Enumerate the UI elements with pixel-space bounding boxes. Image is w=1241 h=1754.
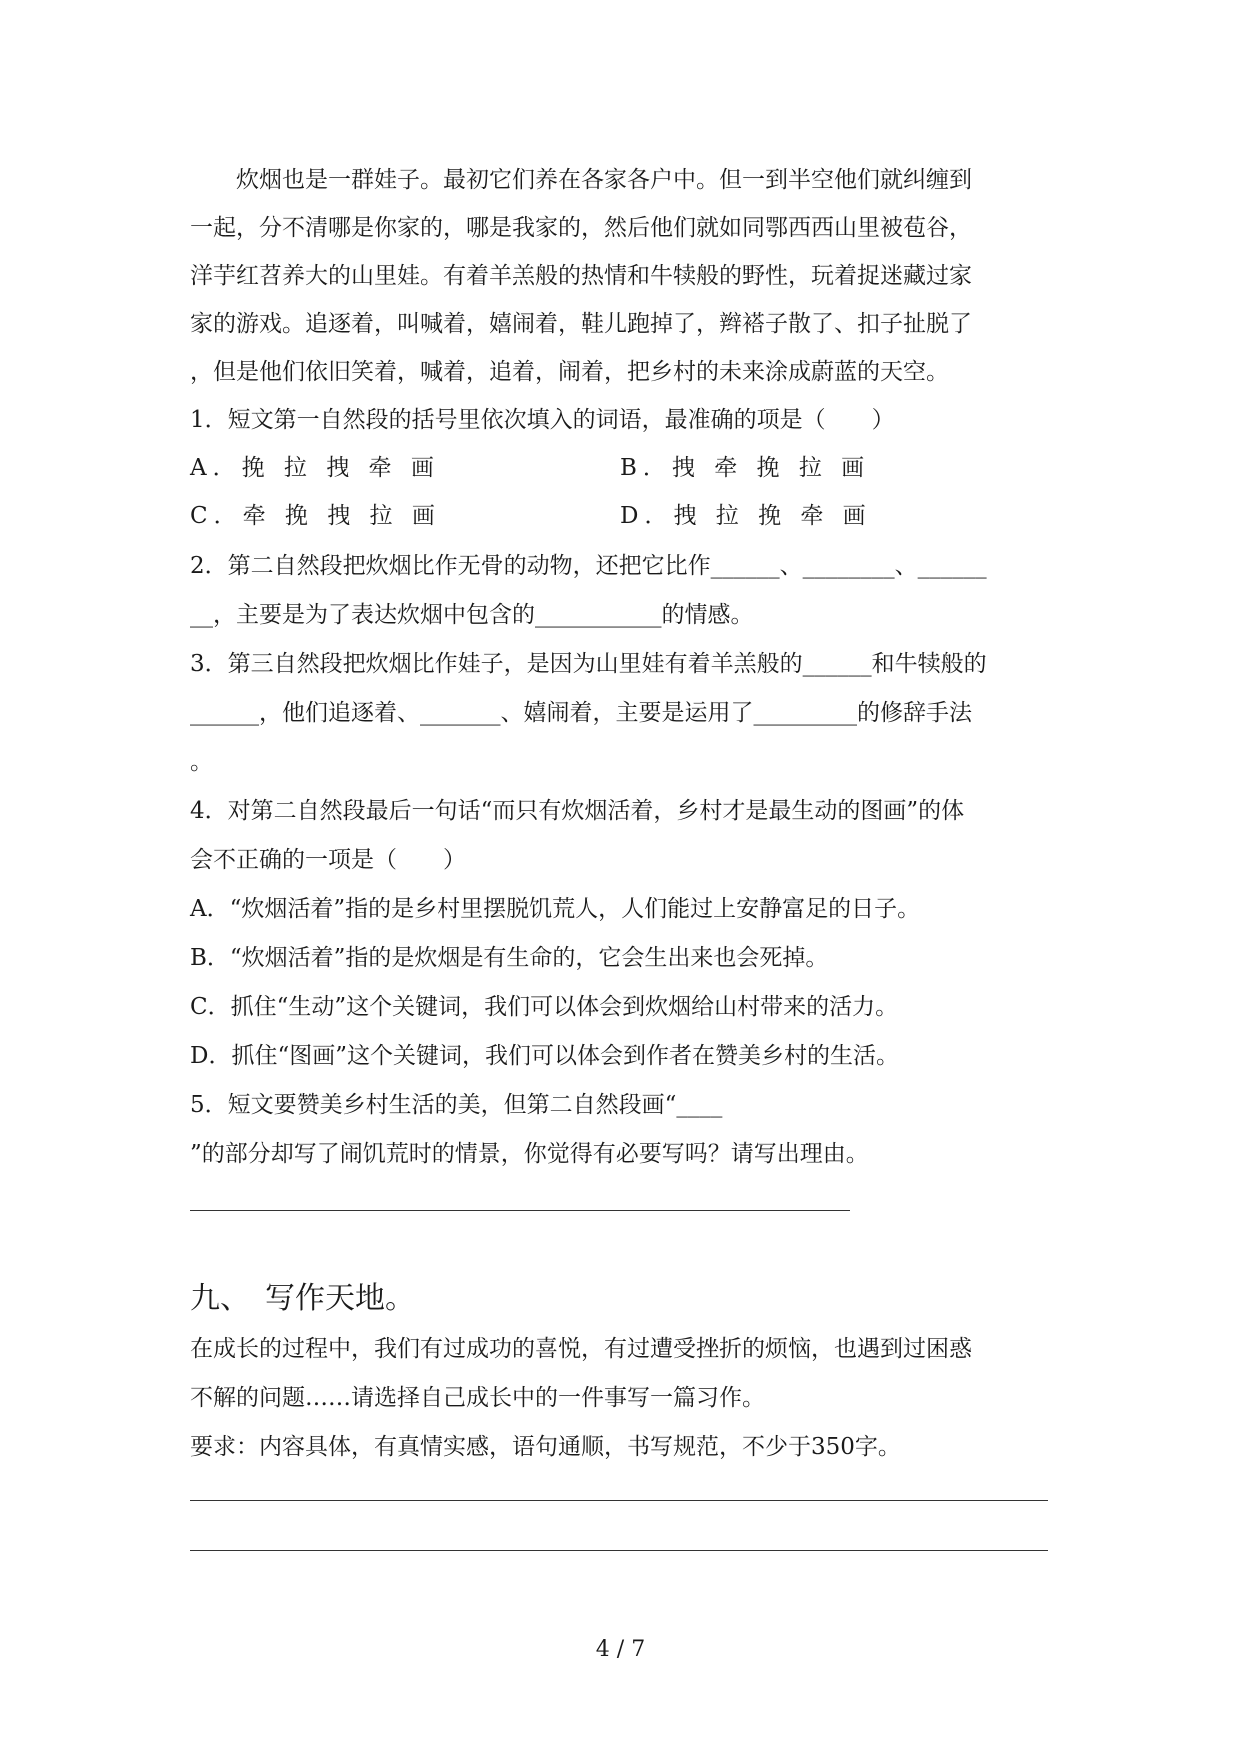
writing-answer-line-2[interactable] (190, 1550, 1048, 1551)
writing-prompt-line-2: 不解的问题……请选择自己成长中的一件事写一篇习作。 (190, 1385, 765, 1411)
writing-answer-line-1[interactable] (190, 1500, 1048, 1501)
question-5-line-2: ”的部分却写了闹饥荒时的情景，你觉得有必要写吗？请写出理由。 (190, 1141, 869, 1167)
question-4-option-b: B．“炊烟活着”指的是炊烟是有生命的，它会生出来也会死掉。 (190, 945, 829, 971)
writing-requirement: 要求：内容具体，有真情实感，语句通顺，书写规范，不少于350字。 (190, 1434, 901, 1460)
question-5-answer-line[interactable] (190, 1210, 850, 1211)
question-4-option-a: A．“炊烟活着”指的是乡村里摆脱饥荒人，人们能过上安静富足的日子。 (190, 896, 921, 922)
question-4-option-d: D．抓住“图画”这个关键词，我们可以体会到作者在赞美乡村的生活。 (190, 1043, 899, 1069)
question-3-line-1: 3．第三自然段把炊烟比作娃子，是因为山里娃有着羊羔般的______和牛犊般的 (190, 651, 987, 677)
passage-line-5: ，但是他们依旧笑着，喊着，追着，闹着，把乡村的未来涂成蔚蓝的天空。 (190, 359, 949, 385)
question-3-line-3: 。 (190, 749, 213, 775)
writing-section-heading: 九、 写作天地。 (190, 1281, 415, 1316)
passage-line-3: 洋芋红苕养大的山里娃。有着羊羔般的热情和牛犊般的野性，玩着捉迷藏过家 (190, 263, 972, 289)
question-2-line-2: __，主要是为了表达炊烟中包含的___________的情感。 (190, 602, 754, 628)
writing-prompt-line-1: 在成长的过程中，我们有过成功的喜悦，有过遭受挫折的烦恼，也遇到过困惑 (190, 1336, 972, 1362)
question-1-option-c: C．牵 挽 拽 拉 画 (190, 503, 441, 529)
question-1-stem: 1．短文第一自然段的括号里依次填入的词语，最准确的项是（ ） (190, 407, 895, 433)
question-1-option-a: A．挽 拉 拽 牵 画 (190, 455, 440, 481)
question-4-option-c: C．抓住“生动”这个关键词，我们可以体会到炊烟给山村带来的活力。 (190, 994, 899, 1020)
question-3-line-2: ______，他们追逐着、_______、嬉闹着，主要是运用了_________的修辞手法 (190, 700, 972, 726)
question-5-line-1: 5．短文要赞美乡村生活的美，但第二自然段画“____ (190, 1092, 723, 1118)
question-2-line-1: 2．第二自然段把炊烟比作无骨的动物，还把它比作______、________、______ (190, 553, 987, 579)
passage-line-4: 家的游戏。追逐着，叫喊着，嬉闹着，鞋儿跑掉了，辫褡子散了、扣子扯脱了 (190, 311, 972, 337)
question-1-option-b: B．拽 牵 挽 拉 画 (620, 455, 871, 481)
question-4-line-1: 4．对第二自然段最后一句话“而只有炊烟活着，乡村才是最生动的图画”的体 (190, 798, 965, 824)
passage-line-1: 炊烟也是一群娃子。最初它们养在各家各户中。但一到半空他们就纠缠到 (190, 167, 972, 193)
page-number: 4 / 7 (595, 1637, 646, 1662)
question-4-line-2: 会不正确的一项是（ ） (190, 847, 466, 873)
question-1-option-d: D．拽 拉 挽 牵 画 (620, 503, 872, 529)
passage-line-2: 一起，分不清哪是你家的，哪是我家的，然后他们就如同鄂西西山里被苞谷， (190, 215, 972, 241)
